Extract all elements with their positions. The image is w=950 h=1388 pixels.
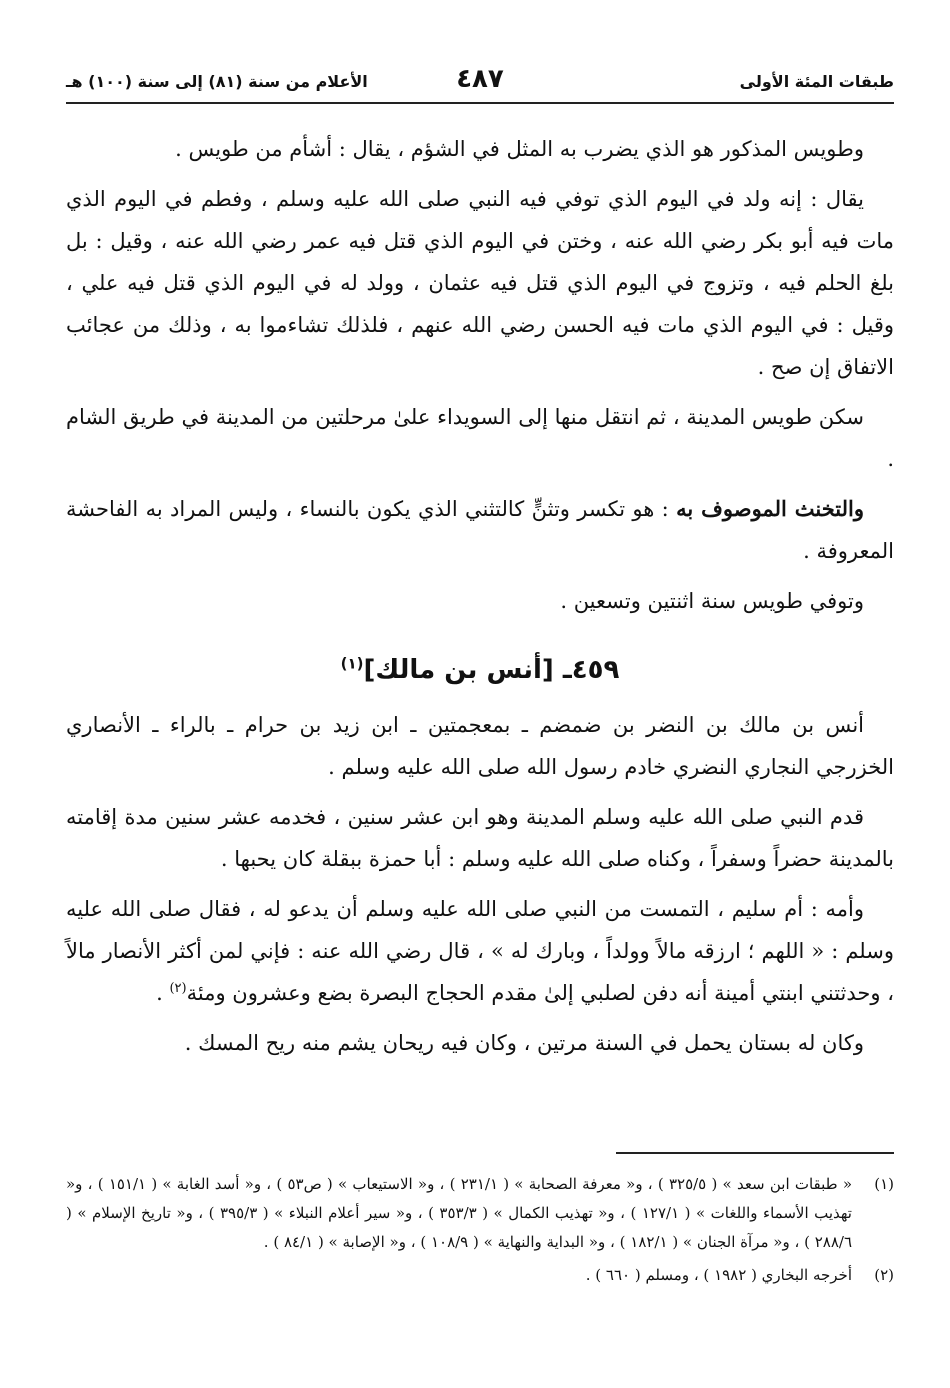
paragraph: سكن طويس المدينة ، ثم انتقل منها إلى السويداء علىٰ مرحلتين من المدينة في طريق الشام . <box>66 405 894 471</box>
paragraph: أنس بن مالك بن النضر بن ضمضم ـ بمعجمتين ـ ابن زيد بن حرام ـ بالراء ـ الأنصاري الخزرجي النجاري النضري خادم رسول الله صلى الله عليه وسلم . <box>66 713 894 779</box>
footnotes <box>66 1170 894 1294</box>
paragraph-text: وأمه : أم سليم ، التمست من النبي صلى الله عليه وسلم أن يدعو له ، فقال صلى الله عليه وسلم : « اللهم ؛ ارزقه مالاً وولداً ، وبارك له » ، قال رضي الله عنه : فإني لمن أكثر الأنصار مالاً ، وحدثتني ابنتي أمينة أنه دفن لصلبي إلىٰ مقدم الحجاج البصرة بضع وعشرون ومئة <box>66 897 894 1005</box>
paragraph: وكان له بستان يحمل في السنة مرتين ، وكان فيه ريحان يشم منه ريح المسك . <box>184 1031 864 1055</box>
footnote-divider <box>616 1152 894 1154</box>
paragraph: وتوفي طويس سنة اثنتين وتسعين . <box>560 589 864 613</box>
book-title: طبقات المئة الأولى <box>739 72 894 91</box>
header-range: الأعلام من سنة (٨١) إلى سنة (١٠٠) هـ <box>66 72 368 91</box>
section-heading <box>66 650 894 690</box>
paragraph: يقال : إنه ولد في اليوم الذي توفي فيه النبي صلى الله عليه وسلم ، وفطم في اليوم الذي مات فيه أبو بكر رضي الله عنه ، وختن في اليوم الذي قتل فيه عمر رضي الله عنه ، وقيل : بل بلغ الحلم فيه ، وتزوج في اليوم الذي قتل فيه عثمان ، وولد له في اليوم الذي قتل فيه علي ، وقيل : في اليوم الذي مات فيه الحسن رضي الله عنهم ، فلذلك تشاءموا به ، وذلك من عجائب الاتفاق إن صح . <box>66 187 894 379</box>
footnote <box>66 1170 894 1257</box>
footnote-number: (٢) <box>874 1266 894 1284</box>
paragraph: وطويس المذكور هو الذي يضرب به المثل في الشؤم ، يقال : أشأم من طويس . <box>175 137 864 161</box>
footnote <box>66 1261 894 1290</box>
paragraph-end: . <box>156 981 170 1005</box>
page-number: ٤٨٧ <box>456 64 504 94</box>
main-text <box>66 128 894 1072</box>
running-header <box>66 62 894 104</box>
footnote-ref: (١) <box>340 654 364 673</box>
footnote-ref: (٢) <box>169 981 187 996</box>
paragraph-takhannuth <box>66 488 894 572</box>
footnote-text: « طبقات ابن سعد » ( ٣٢٥/٥ ) ، و« معرفة الصحابة » ( ٢٣١/١ ) ، و« الاستيعاب » ( ص٥٣ ) ، و« أسد الغابة » ( ١٥١/١ ) ، و« تهذيب الأسماء واللغات » ( ١٢٧/١ ) ، و« تهذيب الكمال » ( ٣٥٣/٣ ) ، و« سير أعلام النبلاء » ( ٣٩٥/٣ ) ، و« تاريخ الإسلام » ( ٢٨٨/٦ ) ، و« مرآة الجنان » ( ١٨٢/١ ) ، و« البداية والنهاية » ( ١٠٨/٩ ) ، و« الإصابة » ( ٨٤/١ ) . <box>66 1175 852 1251</box>
section-title-text: ٤٥٩ـ [أنس بن مالك] <box>363 655 620 685</box>
paragraph-text: : هو تكسر وتثنٍّ كالتثني الذي يكون بالنساء ، وليس المراد به الفاحشة المعروفة . <box>66 497 894 563</box>
paragraph: قدم النبي صلى الله عليه وسلم المدينة وهو ابن عشر سنين ، فخدمه عشر سنين مدة إقامته بالمدينة حضراً وسفراً ، وكناه صلى الله عليه وسلم : أبا حمزة ببقلة كان يحبها . <box>66 805 894 871</box>
paragraph-mother <box>66 888 894 1014</box>
footnote-number: (١) <box>874 1175 894 1193</box>
bold-term: والتخنث الموصوف به <box>676 496 865 521</box>
footnote-text: أخرجه البخاري ( ١٩٨٢ ) ، ومسلم ( ٦٦٠ ) . <box>585 1266 852 1284</box>
